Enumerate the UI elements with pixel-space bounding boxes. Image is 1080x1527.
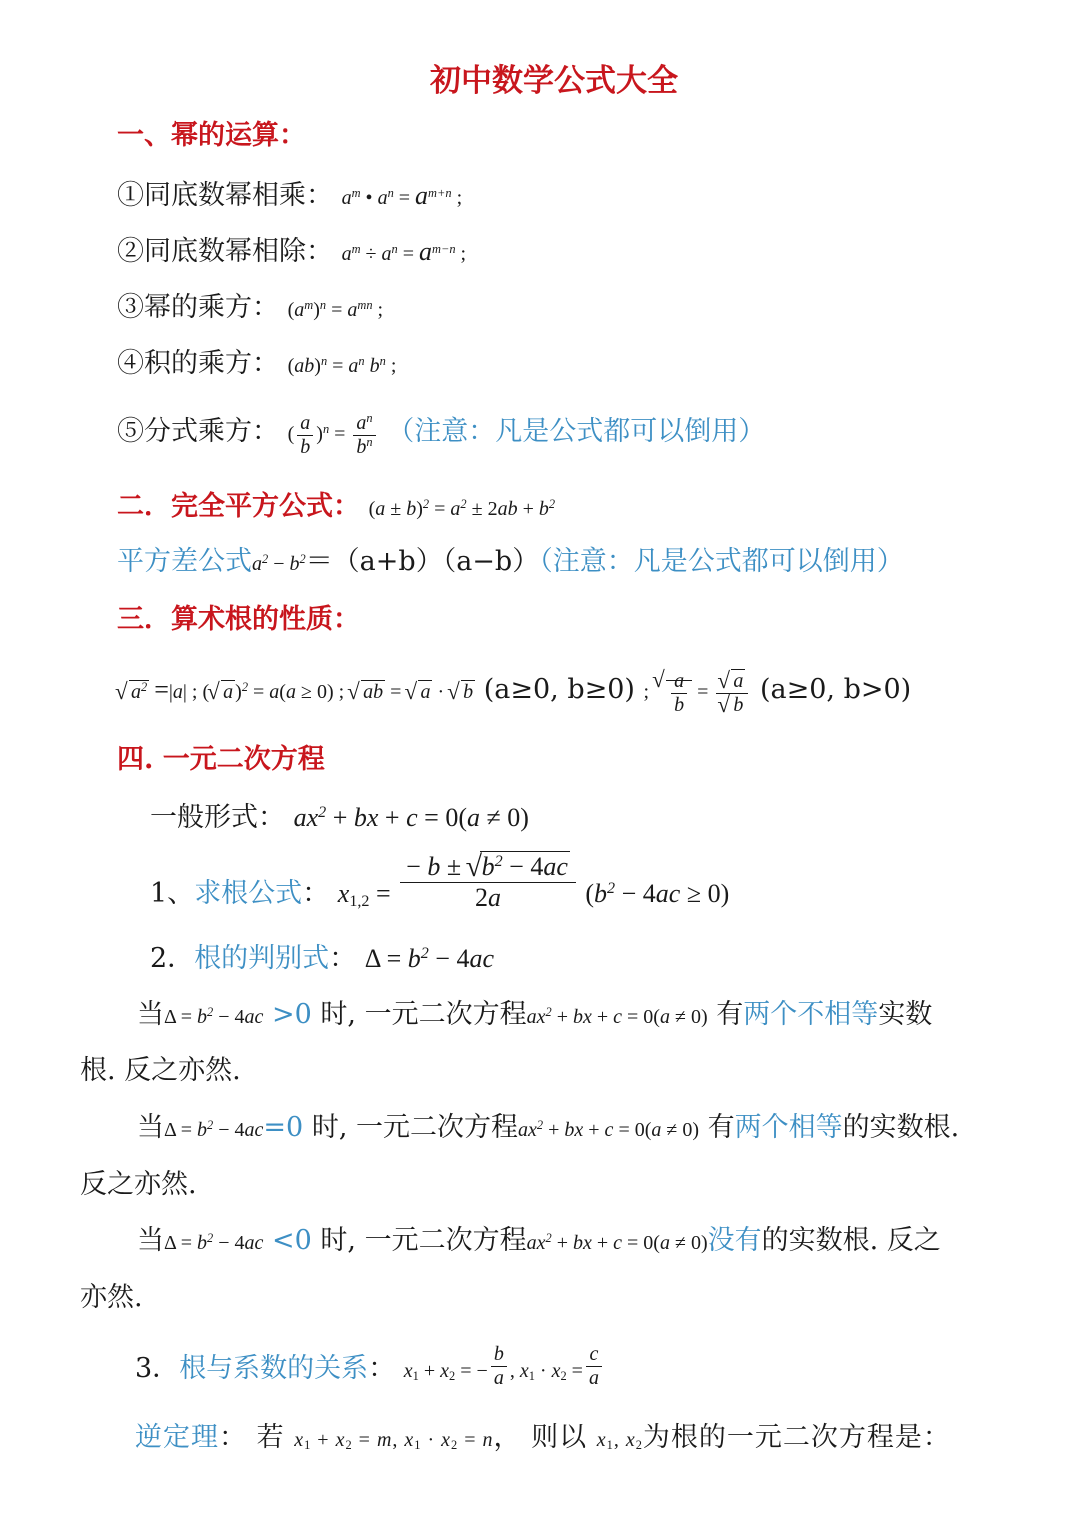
vieta-label: 根与系数的关系 [179,1353,369,1384]
formula-inverse-conditions: $x_1 + x_2 = m$, $x_1 \cdot x_2 = n$ [294,1429,494,1453]
formula-quadratic-inline: $ax^2$ + bx + c = 0(a ≠ 0) [526,1005,708,1028]
case-positive-line2: 根. 反之亦然. [80,1055,241,1086]
rule-same-base-multiply [117,182,462,209]
rule-label: ②同底数幂相除： [117,236,333,267]
case-zero-line2: 反之亦然. [80,1169,197,1200]
when-text: 当 [137,1112,164,1143]
formula-divide: $a^m \div a^n = a^{m-n}$ ; [341,237,467,266]
formula-multiply: $a^m$ • $a^n = a^{m+n}$ ; [341,181,463,210]
rule-label: ⑤分式乘方： [117,416,279,448]
real-root-text: 实数 [878,999,933,1030]
page-title: 初中数学公式大全 [430,63,678,99]
formula-quadratic-inline: $ax^2$ + bx + c = 0(a ≠ 0) [526,1231,708,1254]
rule-same-base-divide [117,238,466,265]
formula-fraction-power: ( $\frac{a}{b}$ )$^n$ = $\frac{a^n}{b^n}$ [288,423,379,445]
formula-discriminant: $\Delta = b^2 - 4ac$ [364,944,495,973]
delta-less-zero: <0 [272,1225,312,1256]
case-negative-line2: 亦然. [80,1282,143,1313]
root-formula-label: 求根公式 [194,878,303,909]
inverse-text-result: 为根的一元二次方程是： [642,1422,951,1453]
discriminant-number: 2． [150,943,195,974]
note-reversible: （注意：凡是公式都可以倒用） [539,546,904,577]
two-unequal-roots: 两个不相等 [743,999,879,1030]
rule-fraction-power [117,412,765,459]
inverse-theorem-label: 逆定理 [135,1422,219,1453]
case-positive-line1 [137,1001,932,1028]
formula-vieta: $x_1 + x_2$ = − $\frac{b}{a}$ , $x_1 \cdot x_2$ = $\frac{c}{a}$ [404,1348,605,1370]
rule-power-of-power [117,294,383,321]
formula-delta: $\Delta = b^2 - 4ac$ [164,1231,264,1254]
quadratic-formula-line [150,852,729,913]
formula-power-of-product: $(ab)^n = a^n$ $b^n$ ; [287,354,397,377]
no-real-roots: 没有 [707,1225,762,1256]
discriminant-label: 根的判别式 [194,943,330,974]
formula-power-of-power: $(a^m)^n = a^{mn}$ ; [287,298,384,321]
rule-label: ④积的乘方： [117,348,279,379]
vieta-number: 3． [135,1353,180,1384]
time-text: 时, 一元二次方程 [320,1225,527,1256]
formula-quadratic-roots: $x_{1,2}$ = $\frac{- b \pm √ b^2 - 4ac}{2a}$ $(b^2 - 4ac \ge 0)$ [338,851,730,880]
formula-sqrt-square: √ $a^2 =|a|$ ; (√ a )$^2$ = a(a ≥ 0) ; √ ab = √ a · √ b [117,681,475,703]
note-reversible: （注意：凡是公式都可以倒用） [387,416,766,448]
formula-roots-x1x2: $x_1$, $x_2$ [596,1429,643,1453]
real-root-text: 的实数根. 反之 [761,1225,941,1256]
two-equal-roots: 两个相等 [734,1112,843,1143]
section-heading-perfect-square: 二．完全平方公式： [117,491,360,522]
formula-quadratic-inline: $ax^2$ + bx + c = 0(a ≠ 0) [518,1118,700,1141]
have-text: 有 [707,1112,735,1143]
discriminant-line [150,945,494,972]
difference-of-squares-line [117,548,904,575]
when-text: 当 [137,999,164,1030]
time-text: 时, 一元二次方程 [320,999,527,1030]
formula-sqrt-quotient: ; √ $\frac{a}{b}$ = √ a √ b [644,681,752,703]
formula-perfect-square: $(a \pm b)^2 = a^2 \pm 2ab + b^2$ [368,497,556,520]
case-zero-line1 [137,1114,959,1141]
inverse-text-then: ， 则以 [493,1422,588,1453]
general-form-line [150,804,529,831]
general-form-label: 一般形式： [150,802,285,833]
time-text: 时, 一元二次方程 [311,1112,518,1143]
perfect-square-line [117,493,555,520]
formula-difference-of-squares: $a^2 - b^2$ [252,552,306,575]
delta-equal-zero: =0 [263,1112,304,1143]
condition-nonnegative: (a≥0, b≥0) [483,674,635,706]
rule-label: ①同底数幂相乘： [117,180,333,211]
arithmetic-root-properties [117,670,911,717]
root-formula-colon: ： [302,878,330,909]
discriminant-colon: ： [329,943,357,974]
difference-of-squares-tail: ＝（a+b）（a−b） [305,546,540,577]
vieta-line [135,1343,605,1390]
formula-delta: $\Delta = b^2 - 4ac$ [164,1005,264,1028]
case-negative-line1 [137,1227,941,1254]
rule-label: ③幂的乘方： [117,292,279,323]
formula-general-form: $ax^2$ + bx + c = 0(a ≠ 0) [293,803,529,832]
condition-positive-b: (a≥0, b>0) [759,674,912,706]
section-heading-quadratic: 四. 一元二次方程 [117,744,325,775]
difference-of-squares-label: 平方差公式 [117,546,252,577]
have-text: 有 [716,999,744,1030]
when-text: 当 [137,1225,164,1256]
delta-greater-zero: >0 [272,999,312,1030]
vieta-colon: ： [368,1353,396,1384]
rule-power-of-product [117,350,396,377]
inverse-theorem-line [135,1424,951,1451]
formula-delta: $\Delta = b^2 - 4ac$ [164,1118,264,1141]
root-formula-number: 1、 [150,878,195,909]
real-root-text: 的实数根. [842,1112,960,1143]
section-heading-powers: 一、幂的运算： [117,120,306,151]
section-heading-arithmetic-root: 三．算术根的性质： [117,604,360,635]
inverse-text-if: ： 若 [219,1422,285,1453]
